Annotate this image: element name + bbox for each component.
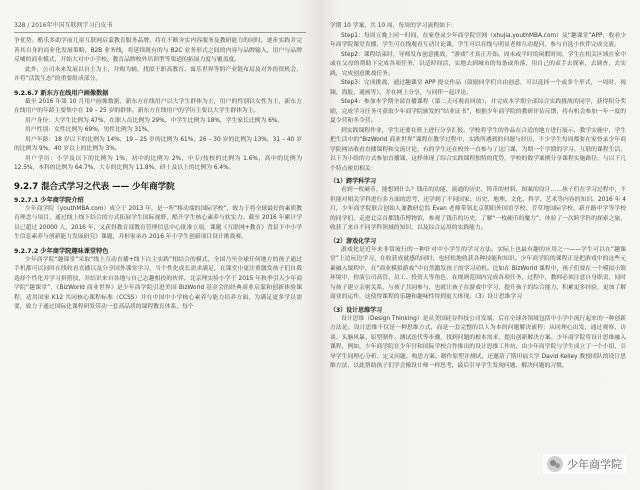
- section-heading: 9.2.6.7 新东方在线用户画像数据: [14, 89, 109, 97]
- paragraph: 设计思维（Design Thinking）是从美国硅谷科技公司发端，后在全球各领域包括中小学中流行起来的一种创新方法论。设计思维不仅是一种思维方式，而是一套完整的以人为本的问题解决流程：从同理心出发，通过观察、访谈、头脑风暴、原型制作、测试迭代等步骤，找到问题的根本需求，提出创新解决方案。少年商学院将设计思维融入课程，例如，少年商学院在少年宫和国际学校合作推出的设计思维工作坊，由少年商学院与学生成立了一个小组，引导学生同理心分析、定义问题、构思方案、制作原型并测试，还邀请了斯坦福大学 David Kelley 教授团队的设计思维方法，以此帮助孩子们学会像设计师一样思考，最后引导学生发现问题、解决问题的习惯。: [330, 315, 626, 369]
- paragraph: 少年商学院“趣课堂”采取“线上互动直播+线下自主实践”相结合的模式，全国乃至全球任何地方的孩子通过手机都可以同时在线收看直播以及分享国外课堂学习，当个性化成长需求满足，在课堂中更注重激发孩子们自我选择个性化并学习拼搭技，并结识来自各地与自己志趣相投的伙伴。北京理实验小学于 2015 年秋季引入少年商学院“趣课堂”，《BizWorld 商业世界》是少年商学院引进美国 BizWorld 基金会的经典商业启蒙和创新体验课程，适用国家 K12 共同核心课程标准（CCSS）并在中国中小学核心素养与能力培养方面，为满足更多学员需要，致力于通过国际化课程研发带动一套高品质的课程教育体系，每个: [14, 256, 302, 310]
- subsection-heading: （3）设计思维学习: [330, 306, 383, 314]
- step-paragraph: Step2：课程结束时，导师发布创意挑战，“游戏”才真正开始。周末或平时的闲暇时间，学生在相关区域在家中或在父母的帮助下完成各项任务，以适时间活，实地去到城市的每条或角落，用自己的双手去探索，去调查，去实践，完成创意挑战任务。: [330, 51, 626, 77]
- paragraph: 用户学历：小学及以下的比例为 1%，初中的比例为 2%，中专/技校的比例为 1.6%，高中的比例为 12.5%，本科的比例为 64.7%，大专的比例为 11.8%，研士及以上的比例为 6.4%。: [14, 155, 302, 171]
- paragraph: 此外，公司未来发展以自主为主，并购为辅，找拟于职高教育、寓乐世界等的产业链布局及对外投资机会，并将“活泼生态”的重要组成部分。: [14, 66, 302, 82]
- paragraph: 到实践课程作业，学生还要在班上进行分享汇报。学校将学生的作品在合适的地方进行展示，教学实施中，学生把生活中的“BizWorld 商业世界”课程在教学过程中，实践所遇到的问题与经历，不少学生每周都要在家登录少年商学院网站收看直播课程和交流讨论，有的学生还在校外一直参与了这门课，为期一个学期的学习、互联的课程生活，以下为小组的方式参加直播课，这样体现了综合实践课程独特的优势，学校的数学案例分享课程实施路径，与以下几个特点密切相关：: [330, 127, 626, 172]
- left-page: [0, 0, 316, 490]
- section-heading: 9.2.7.1 少年商学院介绍: [14, 196, 84, 204]
- paragraph: 游戏化是近年来非常流行的一种针对中小学生的学习方法。实际上也最有趣的应用之一——学生可以在“趣课堂”上边玩边学习，在收获成就感的同时，也轻松地收获各种技能和知识。少年商学院的课程正是把游戏中的这些元素融入课程中，在“商业模拟游戏”中自然激发孩子的学习动机。比如在 BizWorld 课程中，孩子们要在一个模拟小镇环境中，扮演公司高管、员工、投资人等角色，在规则范围内完成各项任务，过程中，教师必须注意自身职责，同时与孩子建立亲密关系，与孩子共同参与，也就让孩子在游戏中学习，提升孩子的综合能力，积累更多经验，更加了解商业的运作，这使得课程的乐趣和趣味性得到更大体现。（3）设计思维学习: [330, 246, 626, 300]
- subsection-heading: （2）游戏化学习: [330, 237, 377, 245]
- paragraph: 争优势。酷乐多助学前儿童互联网启蒙教育服务品牌，将在不断夯实内容服务及教研能力的同时，逐步实践并完善其自身的商业化发展策略，B2B 业务线，将延续既有的与 B2C 业务形式之间的内容与品牌输入，用户与品牌反哺的商业模式，开始大对中小学校、教育品牌校外培训型等渠道的拓展力度与覆盖度。: [14, 38, 302, 63]
- paragraph: 看到一枚硬币，能想到什么？钱币的功能、流通的历史、铸币的材料、图案的设计……孩子们在学习过程中，不但能对相关学科进行多方面的思考，还学到了不同国家、历史、地理、文化、科学、艺术等内容的知识。2016 年 4 月，少年商学院联合创始人兼教研总监 Evan 老师带领北京朝阳外国语学校、芳草地国际学校、新开路中学等学校的同学们，走进北京首都钱币博物馆，参观了钱币的历史，了解“一枚硬币的魔力”，体验了一次跨学科的探索之旅，收获了来自不同学科领域的知识，以及综合运用的实践能力。: [330, 187, 626, 231]
- paragraph: 学期 10 学案，共 10 周，每周的学习流程如下：: [330, 23, 457, 29]
- paragraph: 少年商学院（youthMBA.com）成立于 2013 年，是一所“移动端的国际学校”，致力于将全球最好的素质教育理念与项目，通过线上线下结合的方式拓展学生国际视野，酷升学生核心素养与软实力。截至 2016 年累计学员已超过 20000 人，2016 年，又获得教育部教育管理信息中心批准立项，课题《互联网+教育》背景下中小学生信息素养与创新能力发展研究》课题，并担家承办 2016 年小学生创新项目设计挑战赛。: [14, 205, 302, 240]
- subsection-heading: （1）跨学科学习: [330, 178, 377, 185]
- chapter-section-heading: 9.2.7 混合式学习之代表 —— 少年商学院: [14, 181, 175, 192]
- wechat-icon: [547, 456, 563, 472]
- watermark-label: 少年商学院: [567, 458, 622, 471]
- step-paragraph: Step3：完成挑战，通过趣课堂 APP 提交作品（鼓励同学们自由创意，可以选择一个或多个形式，一周时，视频，海报，通画等），并在网上分享，与同伴一起评论。: [330, 80, 626, 96]
- wechat-watermark: [543, 454, 626, 474]
- paragraph: 用户年龄：18 岁以下的比例为 14%，19 – 25 岁的比例为 61%，26 – 30 岁的比例为 13%，31 – 40 岁的比例为 9%，40 岁以上的比例为 3%。: [14, 136, 302, 152]
- paragraph: 截至 2016 年第 10 月用户画像数据，新东方在线用户以大学生群体为主，用户的性别以女性为主，新东方在线用户的年龄主要集中在 19 – 25 岁的群体。新东方在线用户的学历主要以大学生群体为主。: [14, 98, 302, 114]
- paragraph: 用户性别：女性比例为 69%，男性比例为 31%。: [25, 127, 154, 133]
- paragraph: 用户身份：大学生比例为 47%，在职人员比例为 29%，中学生比例为 18%，学生家长比例为 6%。: [25, 117, 284, 124]
- step-paragraph: Step1：每周五晚上同一时间，在家登录少年商学院官网（xhujia.youthMBA.com）及“趣课堂”APP，收看少年商学院课堂直播，学生可在线观看互动讨论课，学生可以在线与明显老师互动提问，参与自选小伙伴完成交流。: [330, 32, 626, 48]
- running-head: 328 / 2016年中国互联网学习白皮书: [14, 22, 306, 33]
- step-paragraph: Step4：参加本学期全部直播课程（第二天可观看回放），并完成本学期全部综合实践挑战的同学，获得积分奖励，完成学习任务可获取少年商学院颁发的“结业证书”，根据少年商学院的教研评估反馈，将有机会参加一年一度的夏令营和冬令营。: [330, 99, 626, 124]
- section-heading: 9.2.7.2 少年商学院趣味课堂特色: [14, 247, 109, 255]
- right-page: [318, 0, 640, 490]
